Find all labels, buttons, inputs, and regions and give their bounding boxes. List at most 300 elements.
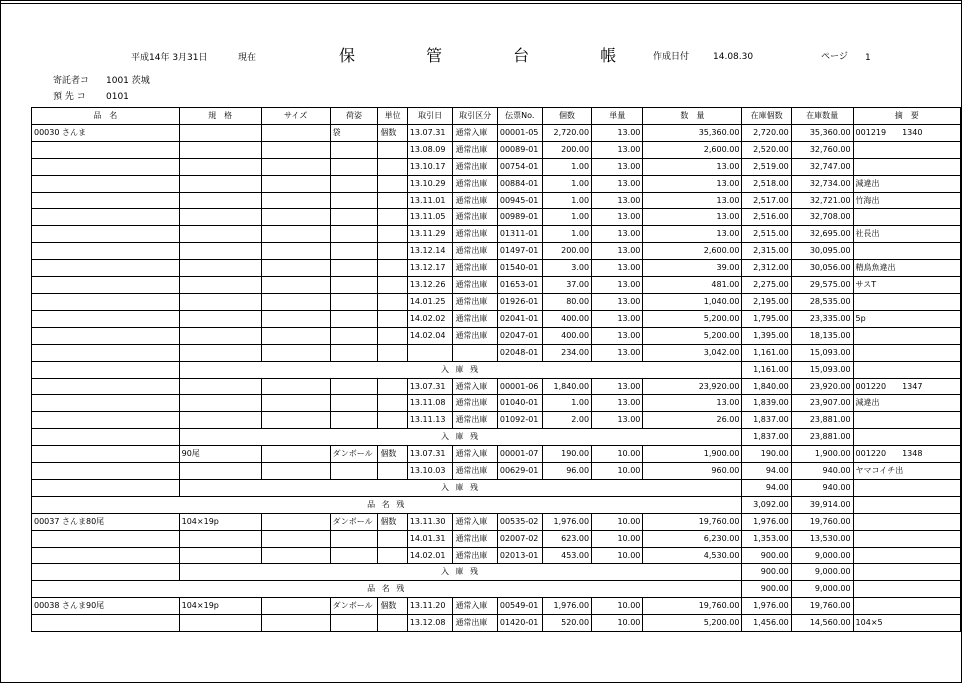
table-cell-qty: 453.00	[542, 547, 591, 564]
table-cell-slip: 00535-02	[497, 513, 542, 530]
table-cell-stock_qty: 2,516.00	[742, 209, 791, 226]
table-cell-spec	[179, 260, 261, 277]
table-cell-spec	[179, 141, 261, 158]
column-header: 個数	[542, 108, 591, 125]
table-cell-date: 13.12.17	[407, 260, 453, 277]
table-cell-unitq: 13.00	[592, 141, 643, 158]
table-cell-unit	[378, 158, 407, 175]
table-cell-name: 00030 さんま	[32, 124, 180, 141]
table-cell-unit	[378, 243, 407, 260]
table-cell-kind: 通常出庫	[453, 260, 497, 277]
table-cell-amount: 960.00	[643, 463, 742, 480]
table-cell-unit	[378, 175, 407, 192]
table-cell-kind: 通常出庫	[453, 243, 497, 260]
table-cell-amount: 39.00	[643, 260, 742, 277]
column-header: 規 格	[179, 108, 261, 125]
table-cell-stock_amt: 30,056.00	[791, 260, 853, 277]
page-label: ページ	[821, 52, 848, 62]
stock-amount-cell: 39,914.00	[791, 496, 853, 513]
table-cell-date: 13.12.14	[407, 243, 453, 260]
table-cell-name	[32, 277, 180, 294]
table-cell-date: 13.10.17	[407, 158, 453, 175]
table-cell-qty: 37.00	[542, 277, 591, 294]
table-cell-name	[32, 243, 180, 260]
table-cell-memo	[853, 513, 960, 530]
table-cell-spec	[179, 615, 261, 632]
subtotal-row	[32, 361, 961, 378]
column-header: 在庫数量	[791, 108, 853, 125]
table-cell-qty: 1.00	[542, 158, 591, 175]
table-cell-kind: 通常入庫	[453, 598, 497, 615]
table-cell-spec	[179, 226, 261, 243]
table-cell-slip: 00884-01	[497, 175, 542, 192]
table-cell-kind: 通常入庫	[453, 513, 497, 530]
table-row	[32, 293, 961, 310]
table-cell-unit	[378, 192, 407, 209]
table-cell-memo: ヤマコイチ出	[853, 463, 960, 480]
table-cell-size	[261, 175, 330, 192]
table-cell-amount: 19,760.00	[643, 513, 742, 530]
table-cell-name	[32, 158, 180, 175]
table-cell-stock_qty: 2,518.00	[742, 175, 791, 192]
table-cell-slip: 00089-01	[497, 141, 542, 158]
table-cell-memo: 001220 1348	[853, 446, 960, 463]
column-header: 単位	[378, 108, 407, 125]
table-cell-stock_qty: 2,517.00	[742, 192, 791, 209]
table-cell-slip: 00001-05	[497, 124, 542, 141]
table-cell-amount: 13.00	[643, 175, 742, 192]
table-cell-memo: 5p	[853, 310, 960, 327]
table-cell-slip: 00001-07	[497, 446, 542, 463]
table-cell-qty: 80.00	[542, 293, 591, 310]
table-cell-unitq: 13.00	[592, 344, 643, 361]
table-cell-stock_qty: 2,720.00	[742, 124, 791, 141]
table-cell-stock_amt: 23,907.00	[791, 395, 853, 412]
table-cell-unitq: 13.00	[592, 260, 643, 277]
table-cell-date: 13.12.26	[407, 277, 453, 294]
table-cell-stock_amt: 940.00	[791, 463, 853, 480]
table-row	[32, 243, 961, 260]
table-cell-name	[32, 260, 180, 277]
table-cell-unitq: 13.00	[592, 310, 643, 327]
table-cell-pkg	[330, 615, 378, 632]
table-cell-spec	[179, 463, 261, 480]
stock-qty-cell: 900.00	[742, 564, 791, 581]
table-cell-stock_qty: 2,195.00	[742, 293, 791, 310]
table-cell-amount: 13.00	[643, 192, 742, 209]
table-cell-pkg	[330, 192, 378, 209]
subtotal-row	[32, 564, 961, 581]
table-cell-name	[32, 327, 180, 344]
table-cell-size	[261, 446, 330, 463]
table-cell-stock_qty: 1,161.00	[742, 344, 791, 361]
table-cell-stock_amt: 32,760.00	[791, 141, 853, 158]
table-cell-pkg	[330, 327, 378, 344]
table-cell-name	[32, 175, 180, 192]
table-cell-amount: 4,530.00	[643, 547, 742, 564]
table-cell-stock_qty: 1,395.00	[742, 327, 791, 344]
table-cell-unitq: 13.00	[592, 378, 643, 395]
table-cell-unit	[378, 277, 407, 294]
column-header: 在庫個数	[742, 108, 791, 125]
column-header: 品 名	[32, 108, 180, 125]
table-cell-unitq: 13.00	[592, 124, 643, 141]
table-cell-memo	[853, 547, 960, 564]
table-cell-stock_amt: 32,695.00	[791, 226, 853, 243]
stock-amount-cell: 9,000.00	[791, 564, 853, 581]
table-cell-slip: 00549-01	[497, 598, 542, 615]
table-cell-slip: 01497-01	[497, 243, 542, 260]
table-cell-amount: 2,600.00	[643, 141, 742, 158]
table-cell-date: 13.07.31	[407, 124, 453, 141]
table-cell-qty: 1.00	[542, 226, 591, 243]
table-cell-unitq: 13.00	[592, 192, 643, 209]
stock-amount-cell: 15,093.00	[791, 361, 853, 378]
table-cell-date: 13.10.03	[407, 463, 453, 480]
table-cell-unitq: 10.00	[592, 463, 643, 480]
table-cell-qty: 400.00	[542, 310, 591, 327]
table-cell-unit	[378, 310, 407, 327]
table-cell-spec	[179, 395, 261, 412]
depositor-code: 1001 茨城	[106, 76, 150, 86]
table-cell-stock_amt: 32,734.00	[791, 175, 853, 192]
table-cell-stock_amt: 32,721.00	[791, 192, 853, 209]
table-cell-unitq: 13.00	[592, 243, 643, 260]
table-cell-name	[32, 446, 180, 463]
table-cell-size	[261, 209, 330, 226]
table-cell-pkg	[330, 344, 378, 361]
table-cell-memo: 001219 1340	[853, 124, 960, 141]
table-cell-spec	[179, 344, 261, 361]
table-cell-amount: 35,360.00	[643, 124, 742, 141]
table-row	[32, 277, 961, 294]
table-cell-memo	[853, 598, 960, 615]
table-cell-kind: 通常出庫	[453, 547, 497, 564]
table-row	[32, 327, 961, 344]
table-row	[32, 209, 961, 226]
table-cell-date: 13.11.29	[407, 226, 453, 243]
table-cell-memo	[853, 344, 960, 361]
table-row	[32, 412, 961, 429]
table-cell-qty: 234.00	[542, 344, 591, 361]
table-cell-pkg	[330, 395, 378, 412]
table-cell-stock_amt: 15,093.00	[791, 344, 853, 361]
table-cell-stock_qty: 190.00	[742, 446, 791, 463]
stock-amount-cell: 23,881.00	[791, 429, 853, 446]
table-cell-stock_qty: 900.00	[742, 547, 791, 564]
table-cell-unit	[378, 530, 407, 547]
table-cell-size	[261, 530, 330, 547]
table-cell-kind: 通常入庫	[453, 124, 497, 141]
table-cell-kind: 通常出庫	[453, 192, 497, 209]
table-cell-spec: 104×19p	[179, 513, 261, 530]
table-row	[32, 530, 961, 547]
table-cell-qty: 1.00	[542, 192, 591, 209]
table-row	[32, 310, 961, 327]
item-total-label: 品 名 残	[32, 496, 742, 513]
column-header: サイズ	[261, 108, 330, 125]
table-cell-size	[261, 124, 330, 141]
table-cell-kind: 通常出庫	[453, 395, 497, 412]
table-cell	[32, 361, 180, 378]
table-cell-name	[32, 547, 180, 564]
table-cell-size	[261, 412, 330, 429]
table-cell-date: 14.01.31	[407, 530, 453, 547]
table-cell-qty: 400.00	[542, 327, 591, 344]
table-cell-memo: 減違出	[853, 175, 960, 192]
table-cell-unit	[378, 226, 407, 243]
table-cell-unitq: 13.00	[592, 175, 643, 192]
table-cell-unit	[378, 141, 407, 158]
table-cell-date: 13.11.08	[407, 395, 453, 412]
table-cell-spec	[179, 293, 261, 310]
table-cell-date: 14.02.04	[407, 327, 453, 344]
stock-qty-cell: 3,092.00	[742, 496, 791, 513]
table-cell-qty: 200.00	[542, 243, 591, 260]
table-row	[32, 598, 961, 615]
table-cell-stock_amt: 23,920.00	[791, 378, 853, 395]
table-cell-slip: 01311-01	[497, 226, 542, 243]
table-cell-amount: 19,760.00	[643, 598, 742, 615]
table-cell-spec	[179, 158, 261, 175]
table-cell-kind: 通常入庫	[453, 378, 497, 395]
table-cell-unit	[378, 412, 407, 429]
table-cell-qty: 200.00	[542, 141, 591, 158]
table-cell-slip: 00001-06	[497, 378, 542, 395]
table-cell-pkg: 袋	[330, 124, 378, 141]
table-row	[32, 124, 961, 141]
table-cell-pkg	[330, 547, 378, 564]
table-row	[32, 260, 961, 277]
table-cell-name	[32, 209, 180, 226]
table-cell-date: 14.01.25	[407, 293, 453, 310]
table-cell-slip: 01540-01	[497, 260, 542, 277]
table-cell-pkg	[330, 310, 378, 327]
table-cell-size	[261, 547, 330, 564]
table-cell-kind: 通常出庫	[453, 310, 497, 327]
table-cell-stock_amt: 32,747.00	[791, 158, 853, 175]
table-cell-stock_qty: 1,837.00	[742, 412, 791, 429]
table-cell-date	[407, 344, 453, 361]
table-cell-pkg	[330, 277, 378, 294]
table-cell-pkg	[330, 412, 378, 429]
table-cell-qty: 1.00	[542, 209, 591, 226]
table-cell-slip: 02048-01	[497, 344, 542, 361]
ledger-table	[31, 107, 961, 632]
table-cell-unitq: 13.00	[592, 412, 643, 429]
as-of-suffix: 現在	[238, 53, 257, 63]
memo-cell	[853, 361, 960, 378]
table-cell-qty: 2.00	[542, 412, 591, 429]
table-cell-unitq: 13.00	[592, 209, 643, 226]
table-cell-stock_amt: 30,095.00	[791, 243, 853, 260]
table-cell-amount: 481.00	[643, 277, 742, 294]
table-cell-unit	[378, 378, 407, 395]
table-cell-qty: 1.00	[542, 175, 591, 192]
table-cell-qty: 1,840.00	[542, 378, 591, 395]
stock-amount-cell: 940.00	[791, 479, 853, 496]
table-cell-spec	[179, 277, 261, 294]
table-cell-stock_amt: 9,000.00	[791, 547, 853, 564]
subtotal-label: 入 庫 残	[179, 429, 742, 446]
table-cell-spec	[179, 412, 261, 429]
consignee-label: 預 先 コ	[53, 92, 86, 102]
memo-cell	[853, 581, 960, 598]
table-cell-kind: 通常出庫	[453, 463, 497, 480]
table-cell-pkg	[330, 209, 378, 226]
table-row	[32, 513, 961, 530]
table-cell-qty: 190.00	[542, 446, 591, 463]
table-cell-stock_qty: 2,315.00	[742, 243, 791, 260]
table-cell-spec	[179, 378, 261, 395]
table-cell-name	[32, 615, 180, 632]
table-cell-unit: 個数	[378, 124, 407, 141]
table-cell-name	[32, 344, 180, 361]
table-cell-date: 13.07.31	[407, 378, 453, 395]
table-cell-pkg	[330, 158, 378, 175]
table-cell-pkg	[330, 463, 378, 480]
table-cell-size	[261, 310, 330, 327]
memo-cell	[853, 429, 960, 446]
table-cell-name	[32, 530, 180, 547]
table-cell-stock_amt: 35,360.00	[791, 124, 853, 141]
table-cell-kind: 通常出庫	[453, 412, 497, 429]
as-of-date: 平成14年 3月31日	[131, 53, 208, 63]
table-cell-stock_qty: 1,353.00	[742, 530, 791, 547]
table-cell-qty: 2,720.00	[542, 124, 591, 141]
table-cell-spec: 90尾	[179, 446, 261, 463]
table-cell-date: 13.11.13	[407, 412, 453, 429]
column-header: 摘 要	[853, 108, 960, 125]
table-cell-kind: 通常出庫	[453, 175, 497, 192]
table-cell-size	[261, 293, 330, 310]
table-cell-name	[32, 293, 180, 310]
table-cell-size	[261, 463, 330, 480]
table-cell-pkg: ダンボール	[330, 446, 378, 463]
table-row	[32, 192, 961, 209]
table-cell-unit: 個数	[378, 598, 407, 615]
table-cell-spec	[179, 192, 261, 209]
table-cell-size	[261, 260, 330, 277]
table-row	[32, 141, 961, 158]
column-header: 数 量	[643, 108, 742, 125]
table-cell-stock_qty: 2,519.00	[742, 158, 791, 175]
table-cell-memo	[853, 327, 960, 344]
table-cell-kind: 通常出庫	[453, 293, 497, 310]
table-cell-amount: 13.00	[643, 209, 742, 226]
table-cell-unit	[378, 395, 407, 412]
table-cell-size	[261, 513, 330, 530]
created-label: 作成日付	[653, 52, 690, 62]
table-cell-slip: 01653-01	[497, 277, 542, 294]
subtotal-row	[32, 479, 961, 496]
table-cell-pkg	[330, 530, 378, 547]
created-date: 14.08.30	[713, 52, 754, 62]
page-title: 保 管 台 帳	[339, 46, 650, 65]
table-cell-memo: 001220 1347	[853, 378, 960, 395]
top-rule	[1, 3, 961, 4]
table-cell-spec	[179, 209, 261, 226]
table-cell-kind: 通常出庫	[453, 615, 497, 632]
table-cell-spec	[179, 243, 261, 260]
table-cell-pkg: ダンボール	[330, 598, 378, 615]
table-cell-stock_amt: 23,881.00	[791, 412, 853, 429]
table-cell-memo	[853, 209, 960, 226]
table-cell-unitq: 10.00	[592, 530, 643, 547]
table-cell-pkg: ダンボール	[330, 513, 378, 530]
table-cell-qty: 623.00	[542, 530, 591, 547]
table-cell-name	[32, 395, 180, 412]
column-header: 取引区分	[453, 108, 497, 125]
table-cell-stock_qty: 94.00	[742, 463, 791, 480]
table-cell-qty: 1.00	[542, 395, 591, 412]
table-cell-stock_qty: 2,275.00	[742, 277, 791, 294]
table-cell-name	[32, 412, 180, 429]
table-cell-stock_amt: 23,335.00	[791, 310, 853, 327]
table-cell-qty: 3.00	[542, 260, 591, 277]
table-cell-stock_qty: 1,839.00	[742, 395, 791, 412]
stock-qty-cell: 900.00	[742, 581, 791, 598]
table-cell-name: 00037 さんま80尾	[32, 513, 180, 530]
table-cell-pkg	[330, 141, 378, 158]
table-cell-date: 14.02.01	[407, 547, 453, 564]
table-cell-kind: 通常出庫	[453, 209, 497, 226]
table-cell-unitq: 13.00	[592, 395, 643, 412]
table-cell-stock_amt: 29,575.00	[791, 277, 853, 294]
ledger-body	[32, 124, 961, 631]
table-cell-date: 13.10.29	[407, 175, 453, 192]
table-cell-date: 13.11.01	[407, 192, 453, 209]
table-row	[32, 158, 961, 175]
table-cell-size	[261, 226, 330, 243]
memo-cell	[853, 564, 960, 581]
table-cell-stock_amt: 28,535.00	[791, 293, 853, 310]
table-cell-spec	[179, 124, 261, 141]
subtotal-label: 入 庫 残	[179, 564, 742, 581]
stock-amount-cell: 9,000.00	[791, 581, 853, 598]
table-cell-kind: 通常入庫	[453, 446, 497, 463]
table-cell-memo: 社長出	[853, 226, 960, 243]
table-cell-unit	[378, 260, 407, 277]
table-cell-unitq: 13.00	[592, 158, 643, 175]
table-row	[32, 344, 961, 361]
table-cell-unit	[378, 209, 407, 226]
item-total-label: 品 名 残	[32, 581, 742, 598]
table-cell-memo	[853, 243, 960, 260]
table-cell-size	[261, 598, 330, 615]
table-cell-pkg	[330, 260, 378, 277]
table-cell	[32, 429, 180, 446]
table-cell-stock_qty: 1,976.00	[742, 598, 791, 615]
table-row	[32, 446, 961, 463]
table-cell-stock_qty: 2,520.00	[742, 141, 791, 158]
table-cell-stock_amt: 1,900.00	[791, 446, 853, 463]
table-cell-stock_amt: 32,708.00	[791, 209, 853, 226]
subtotal-label: 入 庫 残	[179, 479, 742, 496]
table-cell-memo	[853, 530, 960, 547]
table-cell-amount: 13.00	[643, 158, 742, 175]
table-cell-date: 13.11.20	[407, 598, 453, 615]
table-cell-stock_amt: 19,760.00	[791, 598, 853, 615]
table-cell-kind: 通常出庫	[453, 158, 497, 175]
table-cell-memo: 減違出	[853, 395, 960, 412]
column-header: 荷姿	[330, 108, 378, 125]
table-cell-qty: 1,976.00	[542, 513, 591, 530]
table-cell-stock_qty: 2,515.00	[742, 226, 791, 243]
page-number: 1	[865, 53, 871, 63]
memo-cell	[853, 496, 960, 513]
table-cell-slip: 02013-01	[497, 547, 542, 564]
